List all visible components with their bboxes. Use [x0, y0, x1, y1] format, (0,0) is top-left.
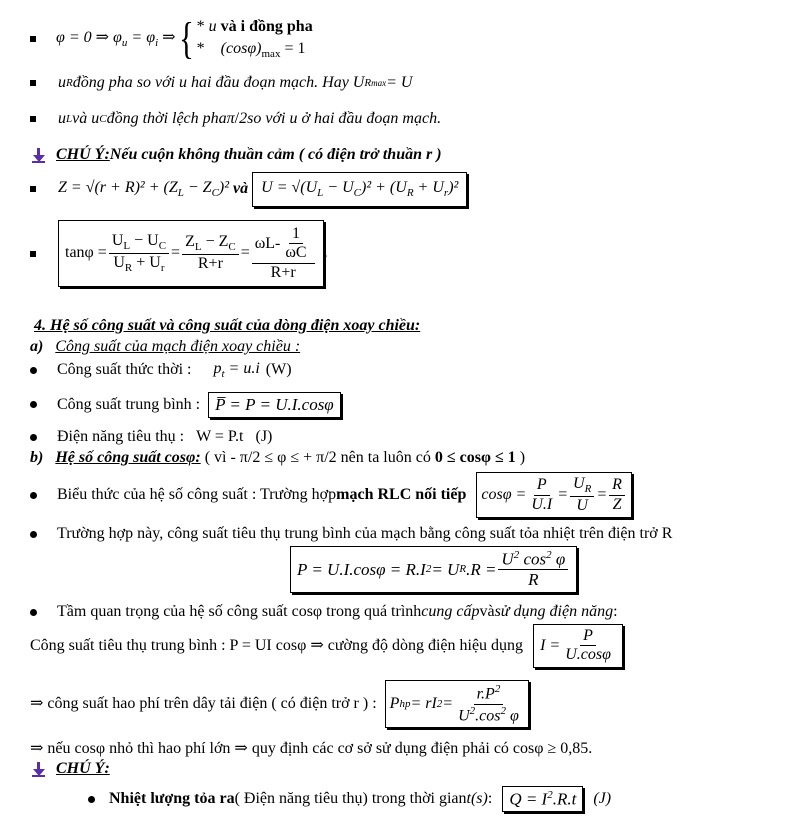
- bullet-square-icon: [30, 186, 36, 192]
- energy-line: Điện năng tiêu thụ : W = P.t (J): [30, 428, 272, 446]
- case-1: * u và i đồng pha: [196, 17, 313, 35]
- bullet-dot-icon: [30, 401, 37, 408]
- ur-phase-line: u R đồng pha so với u hai đầu đoạn mạch. Hay U R max = U: [30, 74, 412, 92]
- heat-power-box: P = U.I.cosφ = R.I 2 = U R .R = $\frac{U^2 \cos^2 \varphi}{R}$: [290, 546, 577, 593]
- average-power-line: Công suất trung bình : P̅ = P = U.I.cosφ: [30, 392, 341, 418]
- current-line: Công suất tiêu thụ trung bình : P = UI cosφ ⇒ cường độ dòng điện hiệu dụng I = $\frac{P}{U.\cos\varphi}$: [30, 624, 623, 668]
- bullet-square-icon: [30, 36, 36, 42]
- case-2: * $(\cos\varphi)_{max} = 1$: [196, 39, 306, 61]
- ul-uc-phase-line: u L và u C đồng thời lệch pha π / 2 so với u ở hai đầu đoạn mạch.: [30, 110, 441, 128]
- note-2: CHÚ Ý:: [32, 760, 110, 778]
- tan-line: tanφ = $\frac{U_L - U_C}{U_R + U_r}$ = $\frac{Z_L - Z_C}{R+r}$ = ωL- $\frac{1}{\omega C}$ R+r .: [30, 220, 328, 287]
- note-1: CHÚ Ý: Nếu cuộn không thuần cảm ( có điện trở thuần r ): [32, 146, 442, 164]
- tan-frac-1: $\frac{U_L - U_C}{U_R + U_r}$: [109, 232, 169, 275]
- instant-power-line: Công suất thức thời : $p_t = u.i$ (W): [30, 360, 292, 381]
- brace-icon: {: [178, 14, 194, 63]
- importance-line: Tầm quan trọng của hệ số công suất cosφ trong quá trình cung cấp và sử dụng điện năng :: [30, 603, 618, 621]
- bullet-square-icon: [30, 80, 36, 86]
- bullet-dot-icon: [88, 796, 95, 803]
- current-formula-box: I = $\frac{P}{U.\cos\varphi}$: [533, 624, 623, 668]
- average-power-box: P̅ = P = U.I.cosφ: [208, 392, 341, 418]
- section-b-title: b) Hệ số công suất cosφ: ( vì - π/2 ≤ φ ≤ + π/2 nên ta luôn có 0 ≤ cosφ ≤ 1 ): [30, 449, 526, 466]
- voltage-formula-box: $U = √(U_L - U_C)^2 + (U_R + U_r)^2$: [252, 172, 467, 207]
- bullet-dot-icon: [30, 367, 37, 374]
- impedance-line: $Z = √(r + R)^2 + (Z_L - Z_C)^2$ và $U = √(U_L - U_C)^2 + (U_R + U_r)^2$: [30, 172, 467, 207]
- tan-frac-2: $\frac{Z_L - Z_C}{R+r}$: [182, 233, 239, 273]
- section-a-title: a) Công suất của mạch điện xoay chiều :: [30, 338, 301, 355]
- tan-frac-3: ωL- $\frac{1}{\omega C}$ R+r: [252, 225, 315, 282]
- warning-arrow-icon: [32, 148, 46, 162]
- warning-arrow-icon: [32, 762, 46, 776]
- bullet-dot-icon: [30, 609, 37, 616]
- phi-zero-line: [30, 14, 313, 64]
- bullet-dot-icon: [30, 531, 37, 538]
- heat-power-formula: [290, 546, 577, 593]
- case-line: Trường hợp này, công suất tiêu thụ trung bình của mạch bằng công suất tỏa nhiệt trên điện trở R: [30, 525, 672, 543]
- cases: [197, 16, 313, 63]
- section-4-title: 4. Hệ số công suất và công suất của dòng điện xoay chiều:: [34, 317, 421, 334]
- impedance-formula: $Z = √(r + R)^2 + (Z_L - Z_C)^2$: [58, 179, 230, 200]
- rule-line: ⇒ nếu cosφ nhỏ thì hao phí lớn ⇒ quy định các cơ sở sử dụng điện phải có cosφ ≥ 0,85.: [30, 740, 593, 757]
- power-factor-box: cosφ = $\frac{P}{U.I}$ = $\frac{U_R}{U}$ = $\frac{R}{Z}$: [476, 472, 632, 518]
- phi-equation: φ = 0 ⇒ $\varphi_u = \varphi_i$ ⇒: [56, 28, 176, 49]
- tan-formula-box: tanφ = $\frac{U_L - U_C}{U_R + U_r}$ = $\frac{Z_L - Z_C}{R+r}$ = ωL- $\frac{1}{\omega C}$ R+r: [58, 220, 324, 287]
- bullet-dot-icon: [30, 492, 37, 499]
- bullet-square-icon: [30, 116, 36, 122]
- heat-line: Nhiệt lượng tỏa ra ( Điện năng tiêu thụ) trong thời gian t(s) : $Q = I^2.R.t$ (J): [88, 786, 611, 812]
- loss-formula-box: P hp = rI 2 = $\frac{r.P^2}{U^2.\cos^2 \varphi}$: [385, 680, 529, 728]
- bullet-dot-icon: [30, 434, 37, 441]
- heat-formula-box: $Q = I^2.R.t$: [502, 786, 583, 812]
- bullet-square-icon: [30, 251, 36, 257]
- rlc-power-factor-line: Biểu thức của hệ số công suất : Trường hợp mạch RLC nối tiếp cosφ = $\frac{P}{U.I}$ = $\frac{U_R}{U}$ = $\frac{R}{Z}$: [30, 472, 632, 518]
- loss-line: ⇒ công suất hao phí trên dây tải điện ( có điện trở r ) : P hp = rI 2 = $\frac{r.P^2}{U^2.\cos^2 \varphi}$: [30, 680, 529, 728]
